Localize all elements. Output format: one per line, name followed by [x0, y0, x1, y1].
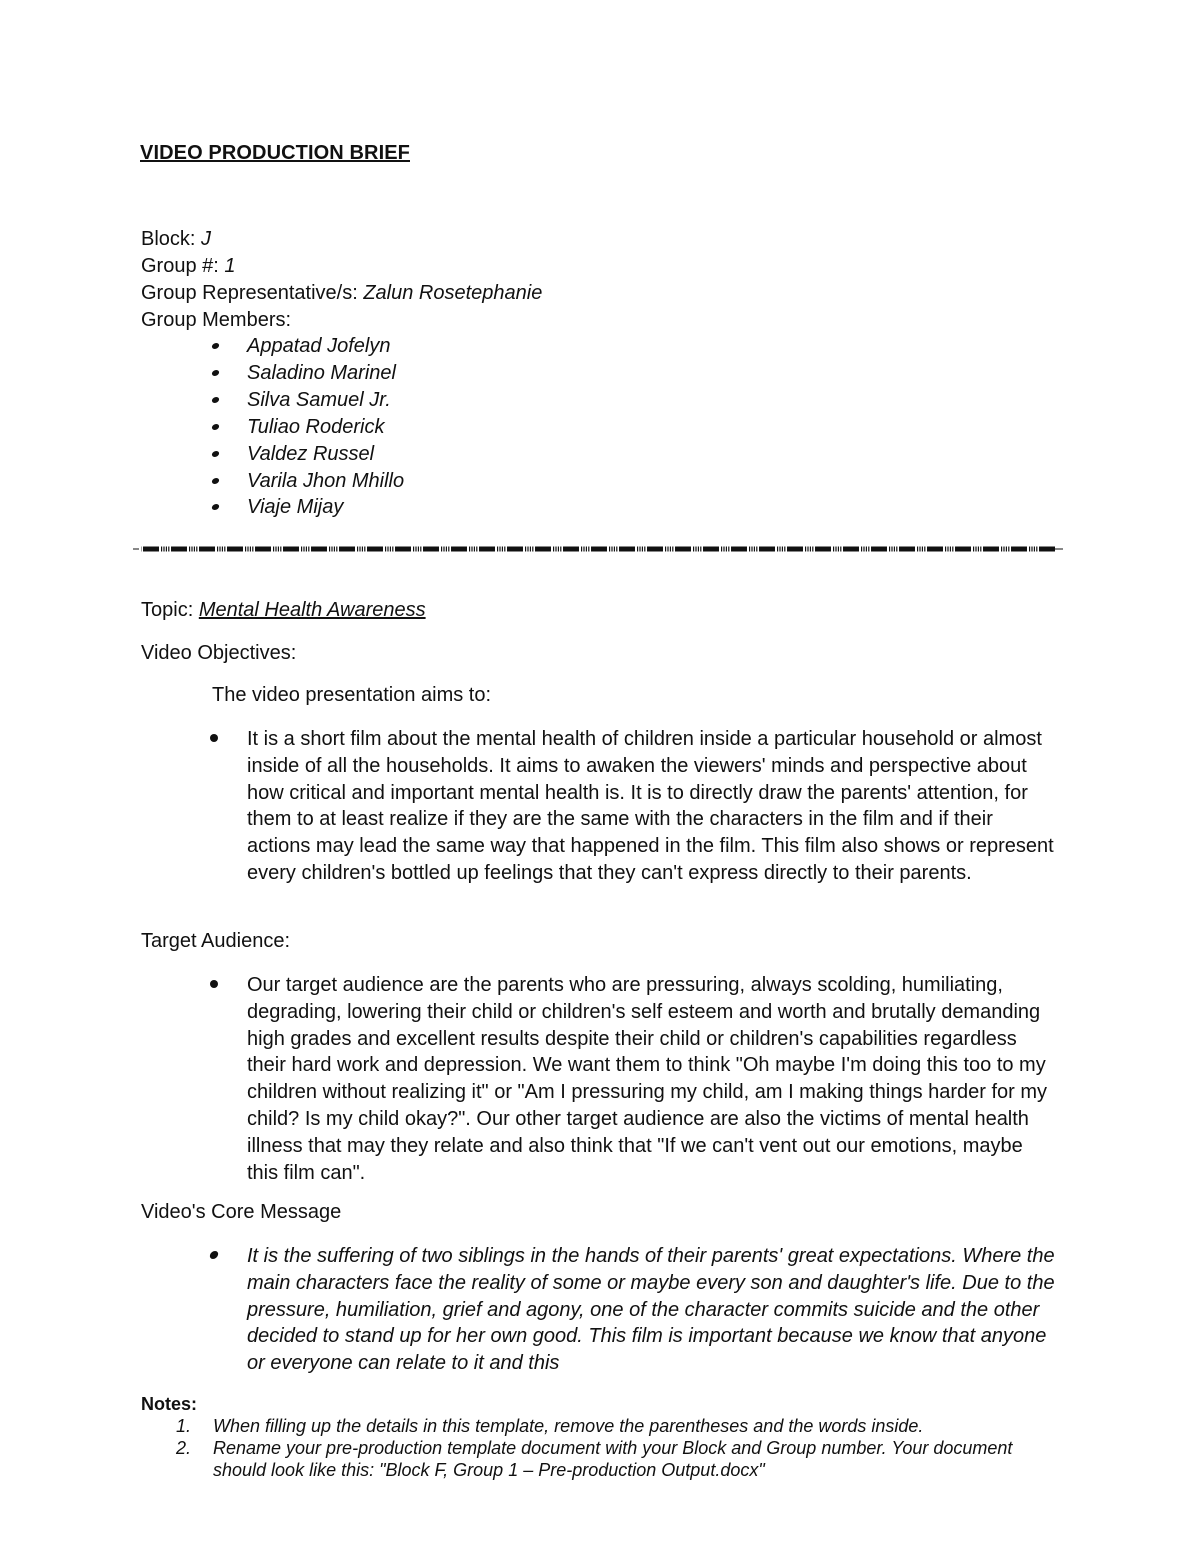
- member-name: Viaje Mijay: [247, 496, 344, 519]
- group-line: [141, 253, 542, 280]
- list-item: [141, 1437, 1043, 1481]
- objectives-paragraph: It is a short film about the mental health of children inside a particular household or almost inside of all the households. It aims to awaken the viewers' minds and perspective about how critical and important mental health is. It is to directly draw the parents' attention, for them to at least realize if they are the same with the characters in the film and if their actions may lead the same way that happened in the film. This film also shows or represent every children's bottled up feelings that they can't express directly to their parents.: [247, 728, 1054, 884]
- bullet-icon: [210, 734, 218, 742]
- notes-title: Notes:: [141, 1394, 198, 1414]
- bullet-icon: [211, 370, 220, 376]
- member-name: Tuliao Roderick: [247, 415, 385, 438]
- list-item: [210, 360, 404, 387]
- group-label: Group #:: [141, 255, 219, 277]
- note-text: When filling up the details in this template, remove the parentheses and the words inside.: [213, 1416, 924, 1436]
- audience-paragraph: Our target audience are the parents who are pressuring, always scolding, humiliating, degrading, lowering their child or children's self esteem and worth and brutally demanding high grades and excellent results despite their child or children's capabilities regardless their hard work and depression. We want them to think "Oh maybe I'm doing this too to my children without realizing it" or "Am I pressuring my child, am I making things harder for my child? Is my child okay?". Our other target audience are also the victims of mental health illness that may they relate and also think that "If we can't vent out our emotions, maybe this film can".: [247, 974, 1048, 1184]
- list-item: [210, 494, 404, 521]
- objectives-label: Video Objectives:: [141, 642, 297, 664]
- document-title: VIDEO PRODUCTION BRIEF: [140, 142, 410, 164]
- representative-value: Zalun Rosetephanie: [363, 282, 543, 304]
- member-name: Valdez Russel: [247, 442, 375, 465]
- group-info: [141, 226, 542, 334]
- member-name: Silva Samuel Jr.: [247, 388, 391, 411]
- bullet-icon: [211, 397, 220, 403]
- bullet-icon: [211, 343, 220, 349]
- member-name: Appatad Jofelyn: [247, 335, 391, 357]
- list-item: [210, 414, 404, 441]
- bullet-icon: [211, 424, 220, 430]
- members-label: Group Members:: [141, 309, 292, 331]
- list-item: [210, 387, 404, 414]
- notes-section: [141, 1393, 1043, 1481]
- bullet-icon: [209, 1251, 219, 1259]
- list-item: [141, 1415, 1043, 1437]
- block-label: Block:: [141, 228, 196, 250]
- bullet-icon: [211, 478, 220, 484]
- note-text: Rename your pre-production template document with your Block and Group number. Your document should look like this: "Block F, Group 1 – Pre-production Output.docx": [213, 1438, 1013, 1480]
- bullet-icon: [210, 980, 218, 988]
- bullet-icon: [211, 451, 220, 457]
- topic-label: Topic:: [141, 599, 194, 621]
- representative-line: [141, 280, 542, 307]
- topic-line: [141, 599, 426, 622]
- list-item: [210, 333, 404, 360]
- block-line: [141, 226, 542, 253]
- member-name: Varila Jhon Mhillo: [247, 469, 405, 492]
- bullet-icon: [211, 504, 220, 510]
- member-name: Saladino Marinel: [247, 361, 396, 384]
- audience-label: Target Audience:: [141, 930, 290, 952]
- note-number: 1.: [176, 1416, 192, 1436]
- core-message-paragraph: It is the suffering of two siblings in the hands of their parents' great expectations. Where the main characters face the reality of some or maybe every son and daughter's life. Due to the pressure, humiliation, grief and agony, one of the character commits suicide and the other decided to stand up for her own good. This film is important because we know that anyone or everyone can relate to it and this: [247, 1245, 1055, 1375]
- objectives-intro: The video presentation aims to:: [212, 684, 492, 706]
- list-item: [210, 441, 404, 468]
- list-item: [210, 468, 404, 495]
- block-value: J: [201, 228, 212, 250]
- note-number: 2.: [176, 1438, 192, 1458]
- core-message-label: Video's Core Message: [141, 1201, 342, 1223]
- section-divider: [133, 546, 1063, 552]
- topic-value: Mental Health Awareness: [198, 599, 426, 621]
- group-value: 1: [224, 255, 236, 277]
- members-list: [210, 333, 404, 521]
- representative-label: Group Representative/s:: [141, 282, 358, 304]
